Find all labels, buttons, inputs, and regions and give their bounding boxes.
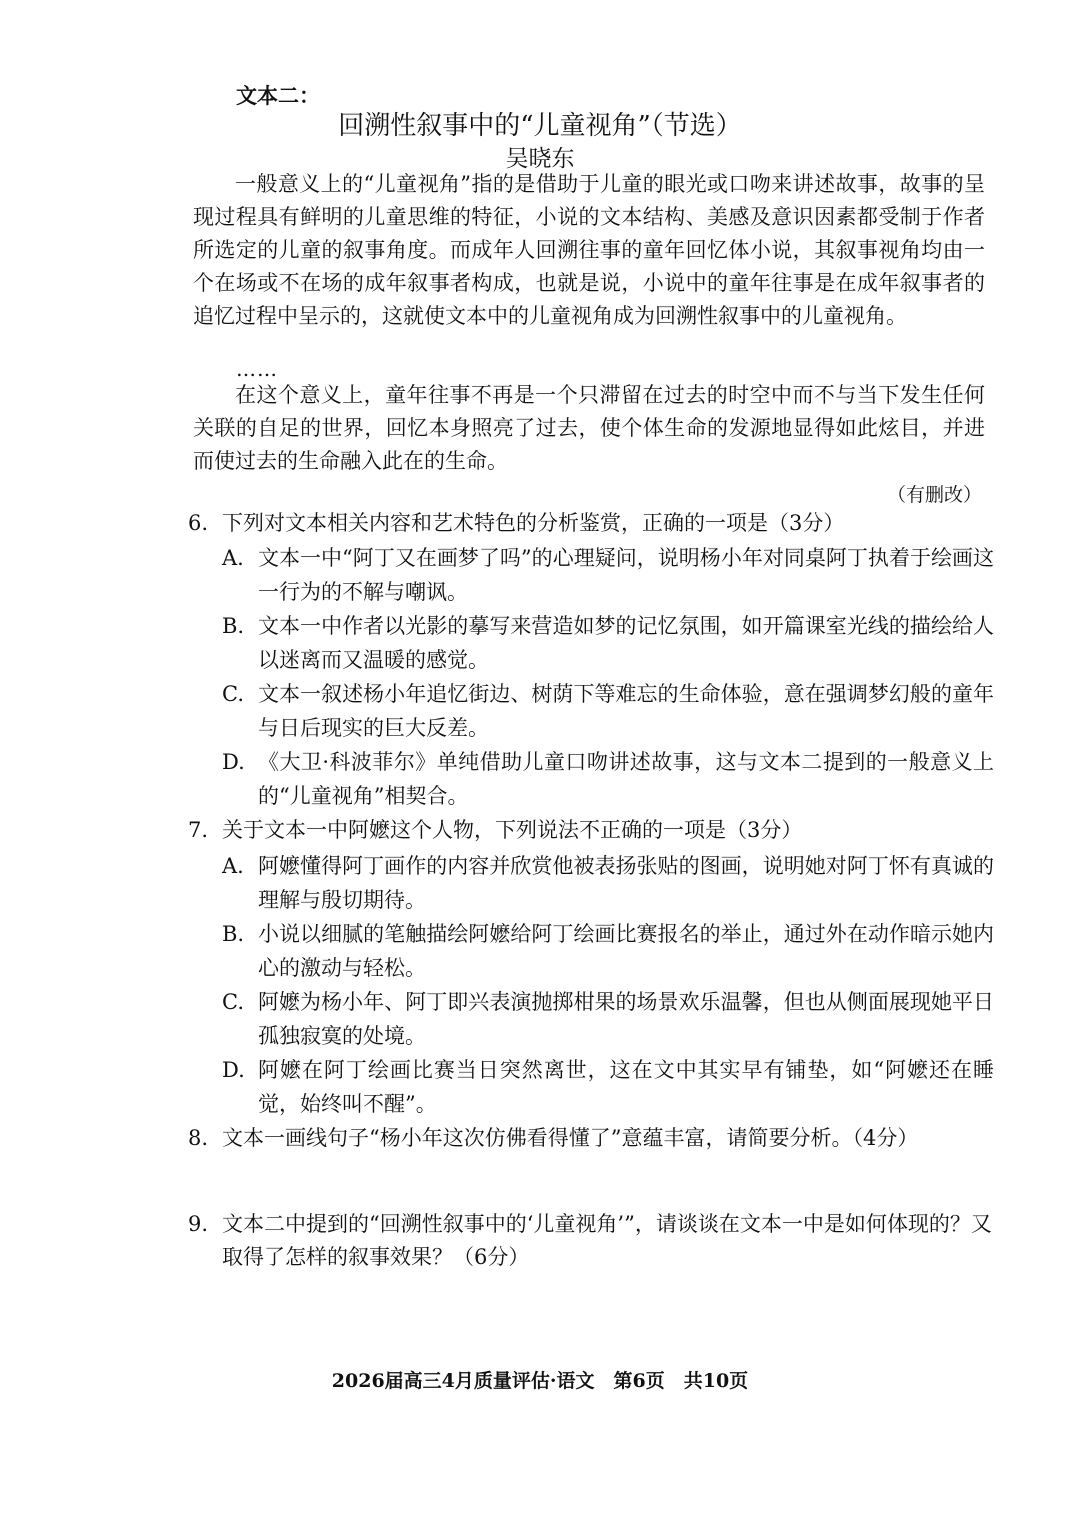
option-letter: B. [222, 922, 245, 946]
article-author: 吴晓东 [505, 146, 575, 172]
article-title: 回溯性叙事中的“儿童视角”（节选） [338, 111, 742, 141]
option-letter: A. [222, 546, 244, 570]
option-text: 小说以细腻的笔触描绘阿嬷给阿丁绘画比赛报名的举止，通过外在动作暗示她内心的激动与轻松。 [258, 922, 994, 980]
option-letter: D. [222, 1058, 245, 1082]
option-letter: C. [222, 990, 244, 1014]
question-number: 8. [188, 1126, 209, 1150]
page-footer: 2026届高三4月质量评估·语文 第6页 共10页 [331, 1370, 749, 1392]
option-text: 阿嬷为杨小年、阿丁即兴表演抛掷柑果的场景欢乐温馨，但也从侧面展现她平日孤独寂寞的处境。 [258, 990, 994, 1048]
question-number: 7. [188, 818, 209, 842]
option-text: 文本一中作者以光影的摹写来营造如梦的记忆氛围，如开篇课室光线的描绘给人以迷离而又温暖的感觉。 [258, 614, 994, 672]
option-text: 《大卫·科波菲尔》单纯借助儿童口吻讲述故事，这与文本二提到的一般意义上的“儿童视角”相契合。 [258, 750, 994, 808]
question-number: 9. [188, 1212, 209, 1236]
option-text: 阿嬷在阿丁绘画比赛当日突然离世，这在文中其实早有铺垫，如“阿嬷还在睡觉，始终叫不醒”。 [258, 1058, 994, 1116]
ellipsis: …… [236, 357, 278, 381]
option-letter: A. [222, 854, 244, 878]
option-text: 阿嬷懂得阿丁画作的内容并欣赏他被表扬张贴的图画，说明她对阿丁怀有真诚的理解与殷切期待。 [258, 854, 994, 912]
question-stem: 下列对文本相关内容和艺术特色的分析鉴赏，正确的一项是（3分） [222, 511, 845, 535]
question-number: 6. [188, 511, 209, 535]
option-letter: C. [222, 682, 244, 706]
question-stem: 关于文本一中阿嬷这个人物，下列说法不正确的一项是（3分） [222, 818, 803, 842]
section-label: 文本二： [236, 83, 320, 108]
option-letter: B. [222, 614, 245, 638]
question-stem: 文本一画线句子“杨小年这次仿佛看得懂了”意蕴丰富，请简要分析。（4分） [222, 1126, 919, 1150]
option-text: 文本一中“阿丁又在画梦了吗”的心理疑问，说明杨小年对同桌阿丁执着于绘画这一行为的不解与嘲讽。 [258, 546, 994, 604]
edit-note: （有删改） [886, 484, 982, 506]
paragraph-2: 在这个意义上，童年往事不再是一个只滞留在过去的时空中而不与当下发生任何关联的自足的世界，回忆本身照亮了过去，使个体生命的发源地显得如此炫目，并进而使过去的生命融入此在的生命。 [193, 383, 985, 473]
option-letter: D. [222, 750, 245, 774]
question-stem: 文本二中提到的“回溯性叙事中的‘儿童视角’”，请谈谈在文本一中是如何体现的？又取得了怎样的叙事效果？（6分） [222, 1212, 992, 1269]
option-text: 文本一叙述杨小年追忆街边、树荫下等难忘的生命体验，意在强调梦幻般的童年与日后现实的巨大反差。 [258, 682, 994, 740]
paragraph-1: 一般意义上的“儿童视角”指的是借助于儿童的眼光或口吻来讲述故事，故事的呈现过程具有鲜明的儿童思维的特征，小说的文本结构、美感及意识因素都受制于作者所选定的儿童的叙事角度。而成年人回溯往事的童年回忆体小说，其叙事视角均由一个在场或不在场的成年叙事者构成，也就是说，小说中的童年往事是在成年叙事者的追忆过程中呈示的，这就使文本中的儿童视角成为回溯性叙事中的儿童视角。 [193, 172, 985, 328]
